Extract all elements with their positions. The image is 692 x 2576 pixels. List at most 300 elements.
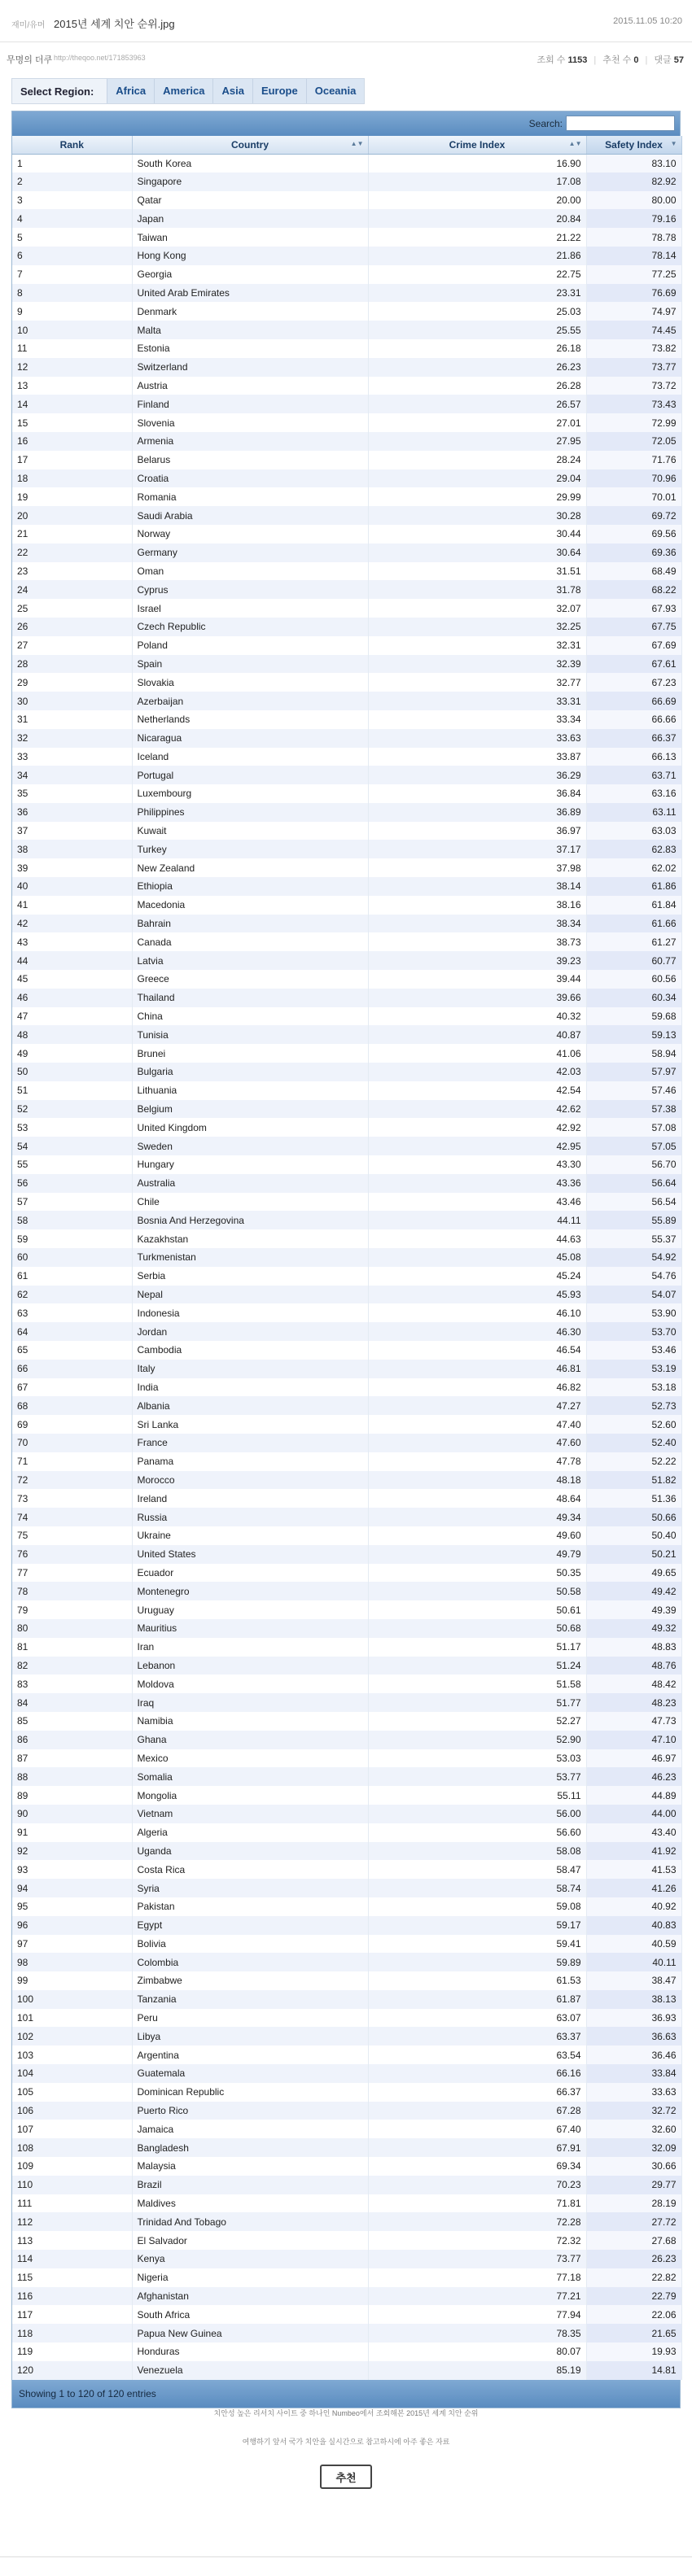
row-crime-index: 63.37 [368,2027,586,2046]
row-crime-index: 69.34 [368,2157,586,2176]
row-rank: 106 [12,2102,132,2120]
row-crime-index: 63.54 [368,2046,586,2064]
row-country: Thailand [132,989,368,1007]
table-row [12,1767,681,1786]
row-country: Dominican Republic [132,2083,368,2102]
row-country: Estonia [132,339,368,358]
row-rank: 61 [12,1267,132,1286]
row-country: Panama [132,1452,368,1471]
table-row [12,636,681,655]
table-row [12,896,681,915]
row-safety-index: 53.90 [586,1303,681,1322]
row-safety-index: 61.86 [586,877,681,896]
row-safety-index: 40.11 [586,1953,681,1971]
row-rank: 116 [12,2287,132,2306]
row-country: Ghana [132,1731,368,1749]
row-country: Ireland [132,1489,368,1508]
row-crime-index: 29.04 [368,469,586,488]
search-input[interactable] [566,116,675,131]
row-safety-index: 32.09 [586,2138,681,2157]
row-rank: 25 [12,599,132,618]
region-button-asia[interactable]: Asia [212,79,252,103]
row-country: United Kingdom [132,1118,368,1137]
row-country: Armenia [132,432,368,451]
table-row [12,1897,681,1916]
row-safety-index: 47.10 [586,1731,681,1749]
row-safety-index: 36.63 [586,2027,681,2046]
table-row [12,2157,681,2176]
row-country: Georgia [132,265,368,284]
row-safety-index: 27.72 [586,2212,681,2231]
row-country: Egypt [132,1916,368,1935]
table-row [12,710,681,729]
table-row [12,302,681,321]
table-row [12,321,681,339]
table-row [12,2287,681,2306]
row-safety-index: 53.46 [586,1341,681,1360]
row-crime-index: 40.87 [368,1025,586,1044]
row-country: United Arab Emirates [132,284,368,303]
row-country: Nigeria [132,2268,368,2287]
row-rank: 112 [12,2212,132,2231]
row-safety-index: 57.05 [586,1137,681,1155]
row-safety-index: 26.23 [586,2250,681,2268]
post-header [0,0,692,42]
row-country: Lithuania [132,1081,368,1100]
row-safety-index: 62.83 [586,840,681,858]
row-safety-index: 28.19 [586,2194,681,2213]
row-crime-index: 33.31 [368,692,586,710]
row-rank: 53 [12,1118,132,1137]
row-rank: 86 [12,1731,132,1749]
table-row [12,228,681,247]
region-button-africa[interactable]: Africa [107,79,154,103]
row-safety-index: 61.27 [586,932,681,951]
row-safety-index: 72.05 [586,432,681,451]
table-row [12,2231,681,2250]
row-country: Czech Republic [132,618,368,636]
row-crime-index: 77.94 [368,2305,586,2324]
row-rank: 105 [12,2083,132,2102]
row-country: Malta [132,321,368,339]
row-crime-index: 31.78 [368,580,586,599]
row-safety-index: 52.60 [586,1415,681,1434]
post-meta [0,42,692,72]
row-crime-index: 59.89 [368,1953,586,1971]
row-crime-index: 39.23 [368,951,586,970]
row-rank: 71 [12,1452,132,1471]
table-row [12,1360,681,1378]
row-rank: 48 [12,1025,132,1044]
row-rank: 76 [12,1545,132,1564]
column-header-rank[interactable]: Rank [12,136,132,154]
row-country: Cambodia [132,1341,368,1360]
row-country: Jamaica [132,2120,368,2138]
row-rank: 6 [12,247,132,265]
row-crime-index: 59.17 [368,1916,586,1935]
row-country: Puerto Rico [132,2102,368,2120]
row-safety-index: 63.11 [586,803,681,822]
table-row [12,840,681,858]
row-rank: 60 [12,1248,132,1267]
table-row [12,1118,681,1137]
row-country: Ethiopia [132,877,368,896]
row-crime-index: 39.44 [368,970,586,989]
row-crime-index: 58.08 [368,1842,586,1861]
row-safety-index: 60.56 [586,970,681,989]
row-crime-index: 42.92 [368,1118,586,1137]
row-country: Venezuela [132,2361,368,2380]
row-safety-index: 74.97 [586,302,681,321]
table-row [12,1731,681,1749]
table-row [12,1786,681,1805]
row-country: Maldives [132,2194,368,2213]
row-rank: 88 [12,1767,132,1786]
table-row [12,748,681,766]
row-country: Germany [132,544,368,562]
row-crime-index: 17.08 [368,172,586,191]
row-safety-index: 58.94 [586,1044,681,1063]
row-safety-index: 48.76 [586,1657,681,1675]
row-country: Papua New Guinea [132,2324,368,2342]
table-row [12,1842,681,1861]
row-country: Bolivia [132,1935,368,1954]
table-row [12,247,681,265]
row-crime-index: 43.36 [368,1174,586,1193]
row-country: Jordan [132,1322,368,1341]
row-country: Sri Lanka [132,1415,368,1434]
row-country: Poland [132,636,368,655]
row-rank: 120 [12,2361,132,2380]
table-row [12,989,681,1007]
post-url[interactable]: http://theqoo.net/171853963 [54,54,146,62]
row-country: Bahrain [132,915,368,933]
column-header-country[interactable]: Country ▲▼ [132,136,368,154]
row-crime-index: 26.57 [368,395,586,413]
row-rank: 103 [12,2046,132,2064]
row-country: Hong Kong [132,247,368,265]
row-safety-index: 55.37 [586,1229,681,1248]
recommend-label: 추천 수 [602,55,632,65]
row-crime-index: 42.62 [368,1100,586,1119]
row-crime-index: 28.24 [368,451,586,469]
table-row [12,2064,681,2083]
row-crime-index: 46.54 [368,1341,586,1360]
row-country: Philippines [132,803,368,822]
row-country: Uruguay [132,1600,368,1619]
row-country: Bulgaria [132,1063,368,1081]
row-country: Qatar [132,191,368,210]
row-safety-index: 69.36 [586,544,681,562]
row-country: Mongolia [132,1786,368,1805]
row-crime-index: 45.24 [368,1267,586,1286]
row-crime-index: 47.78 [368,1452,586,1471]
row-safety-index: 67.69 [586,636,681,655]
table-row [12,1489,681,1508]
table-row [12,951,681,970]
row-rank: 22 [12,544,132,562]
row-country: Sweden [132,1137,368,1155]
row-crime-index: 50.35 [368,1564,586,1583]
row-safety-index: 49.39 [586,1600,681,1619]
row-safety-index: 52.40 [586,1434,681,1452]
row-rank: 37 [12,822,132,840]
row-crime-index: 38.34 [368,915,586,933]
row-country: Portugal [132,766,368,784]
row-safety-index: 50.66 [586,1508,681,1526]
row-safety-index: 67.93 [586,599,681,618]
row-safety-index: 51.36 [586,1489,681,1508]
row-safety-index: 73.82 [586,339,681,358]
row-rank: 81 [12,1638,132,1657]
table-row [12,766,681,784]
row-rank: 13 [12,377,132,395]
row-safety-index: 22.06 [586,2305,681,2324]
row-crime-index: 26.18 [368,339,586,358]
row-country: Serbia [132,1267,368,1286]
table-row [12,580,681,599]
row-safety-index: 70.01 [586,487,681,506]
post-category[interactable]: 재미/유머 [11,21,46,30]
row-safety-index: 36.93 [586,2009,681,2028]
table-footer [12,2380,680,2408]
row-safety-index: 67.23 [586,673,681,692]
row-country: Netherlands [132,710,368,729]
table-row [12,562,681,581]
row-safety-index: 71.76 [586,451,681,469]
row-crime-index: 41.06 [368,1044,586,1063]
row-safety-index: 33.84 [586,2064,681,2083]
row-crime-index: 32.07 [368,599,586,618]
table-row [12,2324,681,2342]
search-label: Search: [528,118,563,129]
table-row [12,487,681,506]
table-row [12,1452,681,1471]
row-crime-index: 52.90 [368,1731,586,1749]
row-rank: 119 [12,2342,132,2361]
column-header-safety-index[interactable]: Safety Index ▼ [586,136,681,154]
row-safety-index: 68.22 [586,580,681,599]
row-country: Costa Rica [132,1860,368,1879]
row-safety-index: 79.16 [586,209,681,228]
row-safety-index: 38.13 [586,1990,681,2009]
row-crime-index: 36.29 [368,766,586,784]
row-rank: 47 [12,1007,132,1026]
row-country: Denmark [132,302,368,321]
row-country: Malaysia [132,2157,368,2176]
row-rank: 32 [12,729,132,748]
row-rank: 70 [12,1434,132,1452]
row-safety-index: 46.23 [586,1767,681,1786]
table-row [12,2342,681,2361]
row-safety-index: 32.72 [586,2102,681,2120]
row-crime-index: 48.64 [368,1489,586,1508]
table-row [12,932,681,951]
table-row [12,209,681,228]
sort-icon: ▲▼ [350,140,364,147]
row-crime-index: 67.28 [368,2102,586,2120]
row-crime-index: 27.01 [368,413,586,432]
row-country: Guatemala [132,2064,368,2083]
row-crime-index: 63.07 [368,2009,586,2028]
row-crime-index: 43.30 [368,1155,586,1174]
row-safety-index: 52.73 [586,1396,681,1415]
row-rank: 62 [12,1286,132,1304]
row-safety-index: 57.46 [586,1081,681,1100]
row-crime-index: 59.41 [368,1935,586,1954]
row-rank: 36 [12,803,132,822]
row-rank: 96 [12,1916,132,1935]
row-crime-index: 30.44 [368,525,586,544]
row-rank: 64 [12,1322,132,1341]
row-rank: 110 [12,2176,132,2194]
row-rank: 98 [12,1953,132,1971]
row-crime-index: 48.18 [368,1471,586,1490]
row-crime-index: 38.14 [368,877,586,896]
table-row [12,525,681,544]
row-rank: 99 [12,1971,132,1990]
row-crime-index: 36.89 [368,803,586,822]
row-safety-index: 30.66 [586,2157,681,2176]
row-country: Nicaragua [132,729,368,748]
row-safety-index: 22.82 [586,2268,681,2287]
row-safety-index: 46.97 [586,1749,681,1768]
row-country: Albania [132,1396,368,1415]
row-country: Azerbaijan [132,692,368,710]
row-country: Kenya [132,2250,368,2268]
row-rank: 82 [12,1657,132,1675]
row-crime-index: 50.68 [368,1619,586,1638]
table-row [12,692,681,710]
row-rank: 109 [12,2157,132,2176]
table-row [12,915,681,933]
row-rank: 56 [12,1174,132,1193]
table-row [12,2194,681,2213]
sort-desc-icon: ▼ [670,140,677,147]
row-rank: 107 [12,2120,132,2138]
row-crime-index: 45.93 [368,1286,586,1304]
row-safety-index: 44.89 [586,1786,681,1805]
row-crime-index: 56.00 [368,1805,586,1823]
table-row [12,413,681,432]
row-crime-index: 30.28 [368,506,586,525]
row-crime-index: 51.58 [368,1674,586,1693]
region-button-america[interactable]: America [154,79,212,103]
row-crime-index: 47.27 [368,1396,586,1415]
row-rank: 9 [12,302,132,321]
row-crime-index: 66.37 [368,2083,586,2102]
row-country: Nepal [132,1286,368,1304]
table-row [12,1990,681,2009]
sort-icon: ▲▼ [568,140,582,147]
table-row [12,1712,681,1731]
row-country: Iceland [132,748,368,766]
row-safety-index: 48.23 [586,1693,681,1712]
table-row [12,2305,681,2324]
row-rank: 113 [12,2231,132,2250]
row-crime-index: 21.86 [368,247,586,265]
table-row [12,377,681,395]
row-safety-index: 53.19 [586,1360,681,1378]
table-row [12,339,681,358]
post-author[interactable]: 무명의 더쿠 [7,55,53,65]
table-row [12,1303,681,1322]
row-rank: 114 [12,2250,132,2268]
row-country: Zimbabwe [132,1971,368,1990]
row-crime-index: 61.53 [368,1971,586,1990]
row-country: Greece [132,970,368,989]
row-rank: 20 [12,506,132,525]
row-crime-index: 77.21 [368,2287,586,2306]
table-header-row [12,136,681,154]
row-crime-index: 78.35 [368,2324,586,2342]
row-crime-index: 72.32 [368,2231,586,2250]
row-rank: 26 [12,618,132,636]
row-safety-index: 43.40 [586,1823,681,1842]
row-country: China [132,1007,368,1026]
table-row [12,2268,681,2287]
table-row [12,729,681,748]
row-crime-index: 44.11 [368,1211,586,1229]
row-rank: 100 [12,1990,132,2009]
row-crime-index: 46.30 [368,1322,586,1341]
row-rank: 35 [12,784,132,803]
row-country: India [132,1378,368,1397]
row-country: Pakistan [132,1897,368,1916]
recommend-button[interactable]: 추천 [320,2465,372,2489]
comments-count: 57 [673,55,684,65]
row-crime-index: 32.77 [368,673,586,692]
row-country: Iraq [132,1693,368,1712]
row-country: Norway [132,525,368,544]
row-rank: 39 [12,858,132,877]
row-safety-index: 66.37 [586,729,681,748]
row-rank: 18 [12,469,132,488]
row-country: Latvia [132,951,368,970]
row-country: Somalia [132,1767,368,1786]
row-crime-index: 22.75 [368,265,586,284]
row-rank: 52 [12,1100,132,1119]
table-row [12,858,681,877]
table-row [12,618,681,636]
row-rank: 66 [12,1360,132,1378]
region-button-europe[interactable]: Europe [252,79,306,103]
row-crime-index: 46.10 [368,1303,586,1322]
row-rank: 73 [12,1489,132,1508]
row-safety-index: 66.69 [586,692,681,710]
row-crime-index: 71.81 [368,2194,586,2213]
table-body [12,154,681,2380]
row-crime-index: 29.99 [368,487,586,506]
table-row [12,1526,681,1545]
row-country: Macedonia [132,896,368,915]
row-safety-index: 54.07 [586,1286,681,1304]
column-header-crime-index[interactable]: Crime Index ▲▼ [368,136,586,154]
table-row [12,1174,681,1193]
region-button-oceania[interactable]: Oceania [306,79,365,103]
row-rank: 50 [12,1063,132,1081]
row-rank: 23 [12,562,132,581]
row-country: South Korea [132,154,368,172]
row-country: Moldova [132,1674,368,1693]
table-toolbar [12,111,680,136]
table-row [12,2120,681,2138]
table-row [12,1619,681,1638]
row-safety-index: 66.13 [586,748,681,766]
row-crime-index: 66.16 [368,2064,586,2083]
row-country: Mexico [132,1749,368,1768]
row-crime-index: 37.17 [368,840,586,858]
